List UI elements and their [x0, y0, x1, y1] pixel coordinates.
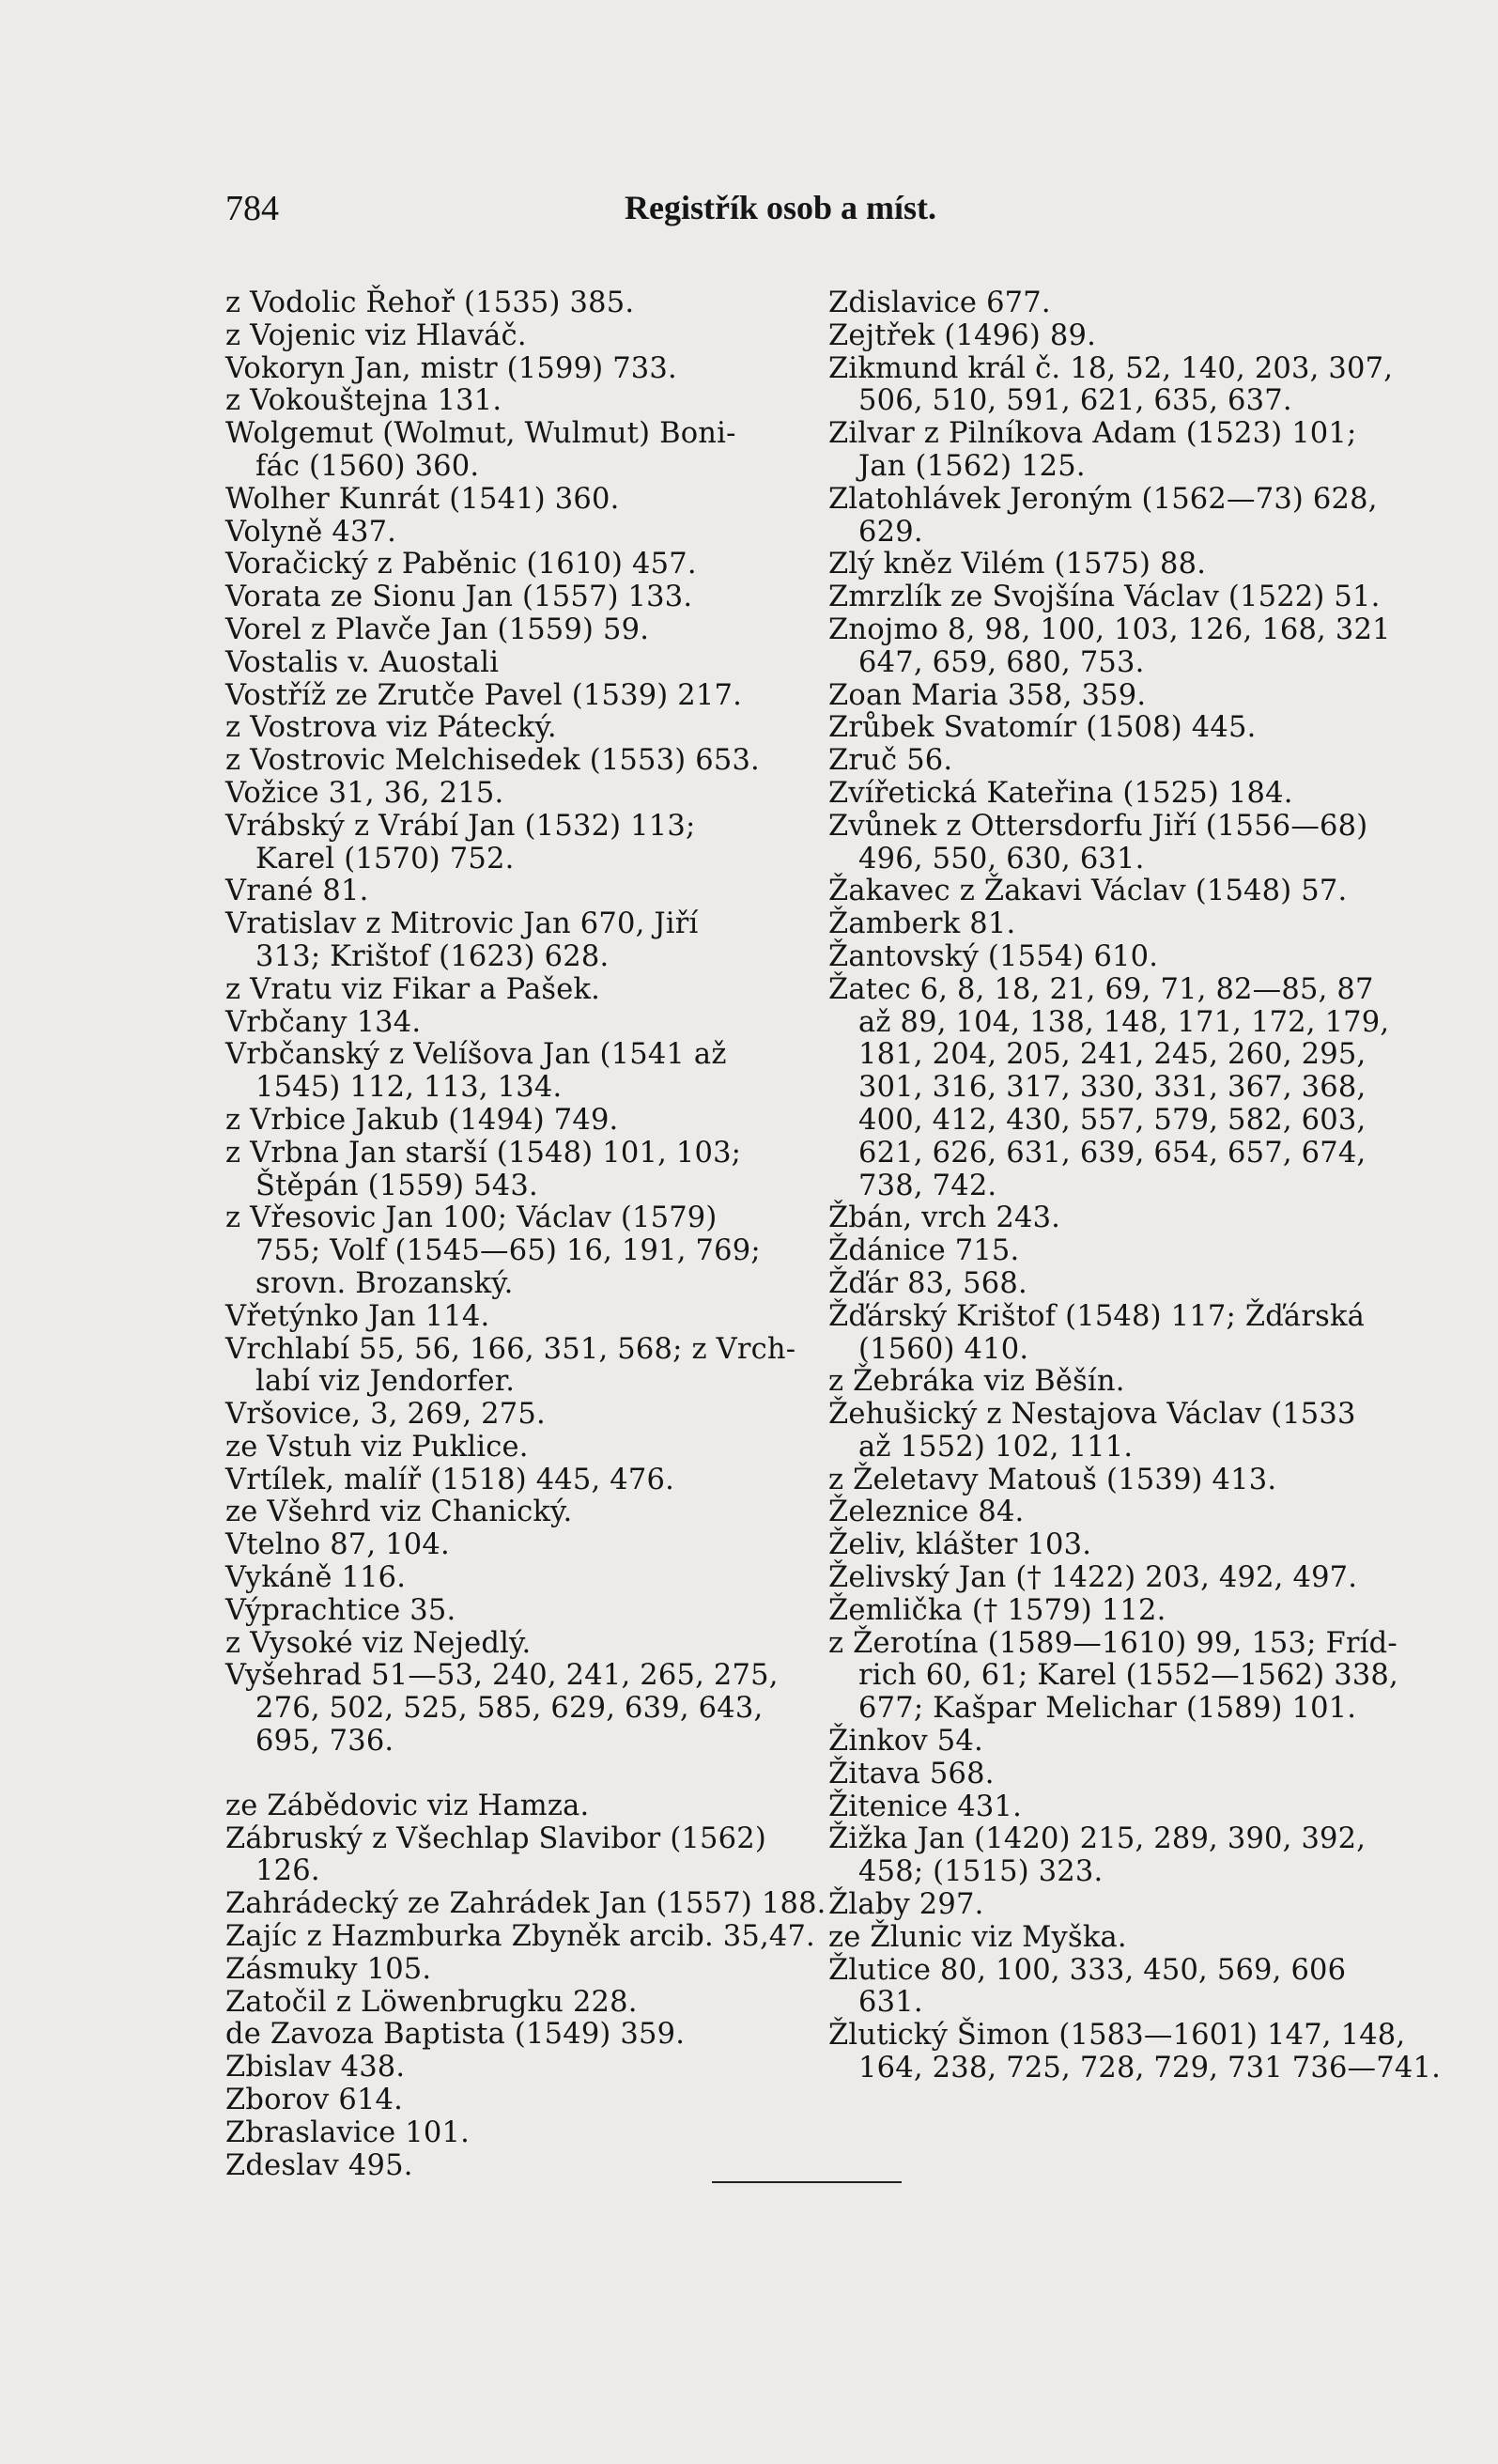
entry-line: Vrábský z Vrábí Jan (1532) 113;	[225, 809, 696, 843]
entry-line: Žatec 6, 8, 18, 21, 69, 71, 82—85, 87	[828, 972, 1374, 1006]
entry-line: Vokoryn Jan, mistr (1599) 733.	[225, 351, 677, 385]
index-entry	[828, 1595, 1406, 1628]
index-entry	[828, 353, 1406, 419]
entry-continuation-line: Karel (1570) 752.	[255, 842, 515, 876]
entry-line: Vršovice, 3, 269, 275.	[225, 1398, 546, 1432]
entry-line: Výprachtice 35.	[225, 1593, 456, 1627]
entry-line: Zásmuky 105.	[225, 1952, 432, 1986]
entry-continuation-line: 181, 204, 205, 241, 245, 260, 295,	[858, 1038, 1367, 1072]
entry-line: Zoan Maria 358, 359.	[828, 678, 1147, 712]
entry-line: Žlutice 80, 100, 333, 450, 569, 606	[828, 1953, 1347, 1987]
index-entry	[828, 712, 1406, 745]
index-entry	[828, 1464, 1406, 1497]
entry-line: Vratislav z Mitrovic Jan 670, Jiří	[225, 907, 699, 941]
entry-line: Žehušický z Nestajova Václav (1533	[828, 1398, 1356, 1432]
entry-line: z Žebráka viz Běšín.	[828, 1365, 1125, 1399]
entry-line: ze Žlunic viz Myška.	[828, 1920, 1127, 1954]
index-entry	[225, 1399, 789, 1432]
entry-line: Žinkov 54.	[828, 1725, 983, 1759]
entry-line: Wolgemut (Wolmut, Wulmut) Boni-	[225, 417, 736, 451]
index-entry	[828, 974, 1406, 1203]
entry-line: z Vojenic viz Hlaváč.	[225, 318, 527, 352]
entry-line: Vyšehrad 51—53, 240, 241, 265, 275,	[225, 1659, 779, 1693]
entry-continuation-line: 695, 736.	[255, 1725, 394, 1759]
entry-continuation-line: 400, 412, 430, 557, 579, 582, 603,	[858, 1103, 1367, 1137]
entry-line: Žižka Jan (1420) 215, 289, 390, 392,	[828, 1822, 1367, 1856]
page-number: 784	[225, 189, 279, 228]
entry-line: z Vokouštejna 131.	[225, 384, 502, 418]
entry-line: Vrané 81.	[225, 875, 369, 908]
index-entry	[225, 2052, 789, 2084]
index-entry	[828, 1759, 1406, 1791]
entry-continuation-line: 677; Kašpar Melichar (1589) 101.	[858, 1692, 1357, 1726]
entry-line: Zdeslav 495.	[225, 2148, 413, 2182]
index-entry	[828, 745, 1406, 778]
entry-continuation-line: 301, 316, 317, 330, 331, 367, 368,	[858, 1071, 1367, 1105]
index-entry	[225, 2117, 789, 2150]
index-entry	[828, 1202, 1406, 1235]
entry-line: Želivský Jan († 1422) 203, 492, 497.	[828, 1561, 1358, 1595]
entry-line: Voračický z Paběnic (1610) 457.	[225, 548, 697, 581]
entry-line: Zvůnek z Ottersdorfu Jiří (1556—68)	[828, 809, 1368, 843]
index-entry	[225, 1660, 789, 1758]
running-title: Registřík osob a míst.	[625, 189, 936, 226]
index-column-right	[828, 287, 1441, 2085]
entry-line: Zruč 56.	[828, 744, 953, 778]
entry-continuation-line: 496, 550, 630, 631.	[858, 842, 1145, 876]
index-entry	[225, 1432, 789, 1464]
entry-line: Žemlička († 1579) 112.	[828, 1593, 1166, 1627]
index-entry	[225, 1496, 789, 1529]
entry-line: Zbraslavice 101.	[225, 2115, 470, 2149]
entry-line: Zlatohlávek Jeroným (1562—73) 628,	[828, 482, 1378, 516]
entry-line: Želiv, klášter 103.	[828, 1528, 1092, 1562]
index-entry	[225, 614, 789, 647]
index-entry	[828, 549, 1406, 581]
index-entry	[225, 876, 789, 908]
entry-line: Vrchlabí 55, 56, 166, 351, 568; z Vrch-	[225, 1332, 796, 1366]
entry-line: z Žerotína (1589—1610) 99, 153; Fríd-	[828, 1626, 1398, 1660]
index-entry	[828, 287, 1406, 320]
entry-line: Žbán, vrch 243.	[828, 1201, 1061, 1235]
entry-line: Vostalis v. Auostali	[225, 645, 500, 679]
entry-continuation-line: 755; Volf (1545—65) 16, 191, 769;	[255, 1234, 761, 1268]
footer-rule	[712, 2181, 902, 2183]
index-entry	[225, 1332, 796, 1400]
index-entry	[225, 2019, 789, 2052]
entry-line: Vtelno 87, 104.	[225, 1528, 450, 1562]
entry-line: Železnice 84.	[828, 1495, 1025, 1529]
index-entry	[828, 1823, 1406, 1889]
index-entry	[225, 517, 789, 550]
entry-line: Žitenice 431.	[828, 1790, 1022, 1823]
index-entry	[225, 484, 789, 517]
entry-line: Zbislav 438.	[225, 2051, 406, 2084]
index-entry	[225, 712, 789, 745]
index-entry	[828, 418, 1406, 484]
index-entry	[225, 1628, 789, 1661]
entry-continuation-line: Štěpán (1559) 543.	[255, 1169, 538, 1202]
entry-line: z Vřesovic Jan 100; Václav (1579)	[225, 1201, 718, 1235]
entry-continuation-line: fác (1560) 360.	[255, 449, 480, 483]
entry-line: Zejtřek (1496) 89.	[828, 318, 1096, 352]
index-entry	[225, 1529, 789, 1562]
entry-line: z Vratu viz Fikar a Pašek.	[225, 972, 601, 1006]
entry-line: de Zavoza Baptista (1549) 359.	[225, 2018, 686, 2052]
entry-line: Vorel z Plavče Jan (1559) 59.	[225, 612, 650, 646]
entry-continuation-line: 621, 626, 631, 639, 654, 657, 674,	[858, 1136, 1367, 1170]
entry-line: z Želetavy Matouš (1539) 413.	[828, 1463, 1277, 1496]
index-entry	[225, 811, 789, 876]
index-entry	[225, 745, 789, 778]
index-entry	[225, 385, 789, 418]
index-entry	[828, 1399, 1406, 1464]
entry-line: Vrbčanský z Velíšova Jan (1541 až	[225, 1038, 727, 1072]
index-entry	[225, 1039, 789, 1105]
index-entry	[828, 1235, 1406, 1268]
entry-line: Zvířetická Kateřina (1525) 184.	[828, 776, 1293, 810]
index-entry	[828, 1366, 1406, 1399]
entry-line: Zborov 614.	[225, 2084, 404, 2117]
index-entry	[828, 941, 1406, 974]
index-entry	[225, 287, 789, 320]
entry-line: Zajíc z Hazmburka Zbyněk arcib. 35,47.	[225, 1920, 815, 1954]
index-entry	[225, 680, 789, 713]
index-entry	[225, 1823, 789, 1889]
index-entry	[225, 581, 789, 614]
index-entry	[828, 614, 1406, 680]
entry-continuation-line: srovn. Brozanský.	[255, 1266, 514, 1300]
index-entry	[828, 1496, 1406, 1529]
entry-line: ze Vstuh viz Puklice.	[225, 1430, 529, 1464]
index-entry	[828, 876, 1406, 908]
entry-continuation-line: 164, 238, 725, 728, 729, 731 736—741.	[858, 2052, 1441, 2085]
index-entry	[828, 1628, 1406, 1726]
entry-line: Žlutický Šimon (1583—1601) 147, 148,	[828, 2019, 1406, 2053]
entry-line: z Vostrovic Melchisedek (1553) 653.	[225, 744, 760, 778]
index-entry	[225, 647, 789, 680]
entry-line: Zmrzlík ze Svojšína Václav (1522) 51.	[828, 581, 1381, 614]
index-entry	[225, 418, 789, 484]
entry-line: Žamberk 81.	[828, 907, 1016, 941]
index-entry	[225, 2150, 789, 2183]
page-header	[225, 188, 1428, 235]
entry-line: z Vostrova viz Pátecký.	[225, 711, 557, 745]
entry-line: ze Všehrd viz Chanický.	[225, 1495, 573, 1529]
index-entry	[828, 1791, 1406, 1824]
entry-line: Vrtílek, malíř (1518) 445, 476.	[225, 1463, 675, 1496]
entry-line: Ždánice 715.	[828, 1234, 1020, 1268]
entry-line: Zrůbek Svatomír (1508) 445.	[828, 711, 1257, 745]
index-entry	[225, 353, 789, 386]
entry-line: Vostříž ze Zrutče Pavel (1539) 217.	[225, 678, 742, 712]
entry-line: Vorata ze Sionu Jan (1557) 133.	[225, 581, 693, 614]
entry-line: Vykáně 116.	[225, 1561, 407, 1595]
entry-continuation-line: až 1552) 102, 111.	[858, 1430, 1134, 1464]
entry-continuation-line: 276, 502, 525, 585, 629, 639, 643,	[255, 1692, 764, 1726]
entry-line: Žantovský (1554) 610.	[828, 939, 1159, 973]
entry-line: Žlaby 297.	[828, 1888, 984, 1922]
entry-line: Žakavec z Žakavi Václav (1548) 57.	[828, 875, 1348, 908]
entry-line: Vrbčany 134.	[225, 1005, 422, 1039]
entry-line: Wolher Kunrát (1541) 360.	[225, 482, 620, 516]
entry-continuation-line: 313; Krištof (1623) 628.	[255, 939, 610, 973]
entry-line: Zikmund král č. 18, 52, 140, 203, 307,	[828, 351, 1394, 385]
index-entry	[225, 1464, 789, 1497]
index-entry	[828, 811, 1406, 876]
entry-line: Zdislavice 677.	[828, 287, 1051, 319]
index-entry	[828, 1301, 1406, 1367]
index-entry	[828, 680, 1406, 713]
index-entry	[225, 1007, 789, 1040]
index-entry	[225, 1954, 789, 1987]
entry-continuation-line: 126.	[255, 1854, 320, 1888]
entry-line: z Vodolic Řehoř (1535) 385.	[225, 287, 635, 319]
entry-line: Zahrádecký ze Zahrádek Jan (1557) 188.	[225, 1887, 826, 1921]
entry-continuation-line: 458; (1515) 323.	[858, 1855, 1104, 1889]
index-entry	[225, 1202, 789, 1300]
index-entry	[828, 908, 1406, 941]
index-entry	[828, 1529, 1406, 1562]
entry-line: Znojmo 8, 98, 100, 103, 126, 168, 321	[828, 612, 1391, 646]
index-entry	[225, 1138, 789, 1203]
entry-line: Volyně 437.	[225, 515, 397, 549]
index-entry	[225, 1987, 789, 2020]
index-entry	[225, 1301, 789, 1334]
entry-line: z Vrbice Jakub (1494) 749.	[225, 1103, 619, 1137]
entry-line: Zatočil z Löwenbrugku 228.	[225, 1985, 638, 2019]
entry-continuation-line: až 89, 104, 138, 148, 171, 172, 179,	[858, 1005, 1390, 1039]
index-entry	[225, 549, 789, 581]
entry-continuation-line: 506, 510, 591, 621, 635, 637.	[858, 384, 1292, 418]
index-entry	[828, 320, 1406, 353]
entry-continuation-line: rich 60, 61; Karel (1552—1562) 338,	[858, 1659, 1398, 1693]
entry-line: Zábruský z Všechlap Slavibor (1562)	[225, 1821, 766, 1855]
index-entry	[225, 1562, 789, 1595]
entry-line: Žitava 568.	[828, 1757, 995, 1790]
entry-continuation-line: (1560) 410.	[858, 1332, 1029, 1366]
entry-continuation-line: labí viz Jendorfer.	[255, 1365, 516, 1399]
index-entry	[828, 1955, 1406, 2021]
index-entry	[225, 1595, 789, 1628]
index-entry	[828, 1562, 1406, 1595]
index-entry	[225, 778, 789, 811]
entry-line: z Vysoké viz Nejedlý.	[225, 1626, 532, 1660]
index-entry	[225, 1887, 826, 1921]
index-entry	[225, 974, 789, 1007]
entry-line: Zilvar z Pilníkova Adam (1523) 101;	[828, 417, 1357, 451]
index-entry	[225, 320, 789, 353]
entry-continuation-line: 738, 742.	[858, 1169, 997, 1202]
entry-line: z Vrbna Jan starší (1548) 101, 103;	[225, 1136, 742, 1170]
entry-continuation-line: 631.	[858, 1986, 923, 2020]
index-entry	[828, 581, 1406, 614]
entry-line: Vřetýnko Jan 114.	[225, 1299, 490, 1333]
index-entry	[225, 2084, 789, 2117]
entry-line: Zlý kněz Vilém (1575) 88.	[828, 548, 1207, 581]
entry-continuation-line: 629.	[858, 515, 923, 549]
entry-line: Žďár 83, 568.	[828, 1266, 1027, 1300]
entry-continuation-line: Jan (1562) 125.	[858, 449, 1086, 483]
index-entry	[828, 778, 1406, 811]
index-entry	[225, 908, 789, 974]
index-entry	[225, 1920, 815, 1954]
index-entry	[828, 484, 1406, 550]
entry-continuation-line: 647, 659, 680, 753.	[858, 645, 1145, 679]
index-entry	[828, 1268, 1406, 1301]
index-entry	[828, 1889, 1406, 1922]
index-entry	[225, 1790, 789, 1823]
index-column-left	[225, 287, 826, 2182]
entry-continuation-line: 1545) 112, 113, 134.	[255, 1071, 563, 1105]
index-entry	[828, 1726, 1406, 1759]
index-entry	[225, 1105, 789, 1138]
index-entry	[828, 1922, 1406, 1955]
index-entry	[828, 2019, 1441, 2085]
section-gap	[225, 1759, 789, 1790]
entry-line: Žďárský Krištof (1548) 117; Žďárská	[828, 1299, 1366, 1333]
entry-line: ze Zábědovic viz Hamza.	[225, 1789, 590, 1822]
entry-line: Vožice 31, 36, 215.	[225, 776, 504, 810]
